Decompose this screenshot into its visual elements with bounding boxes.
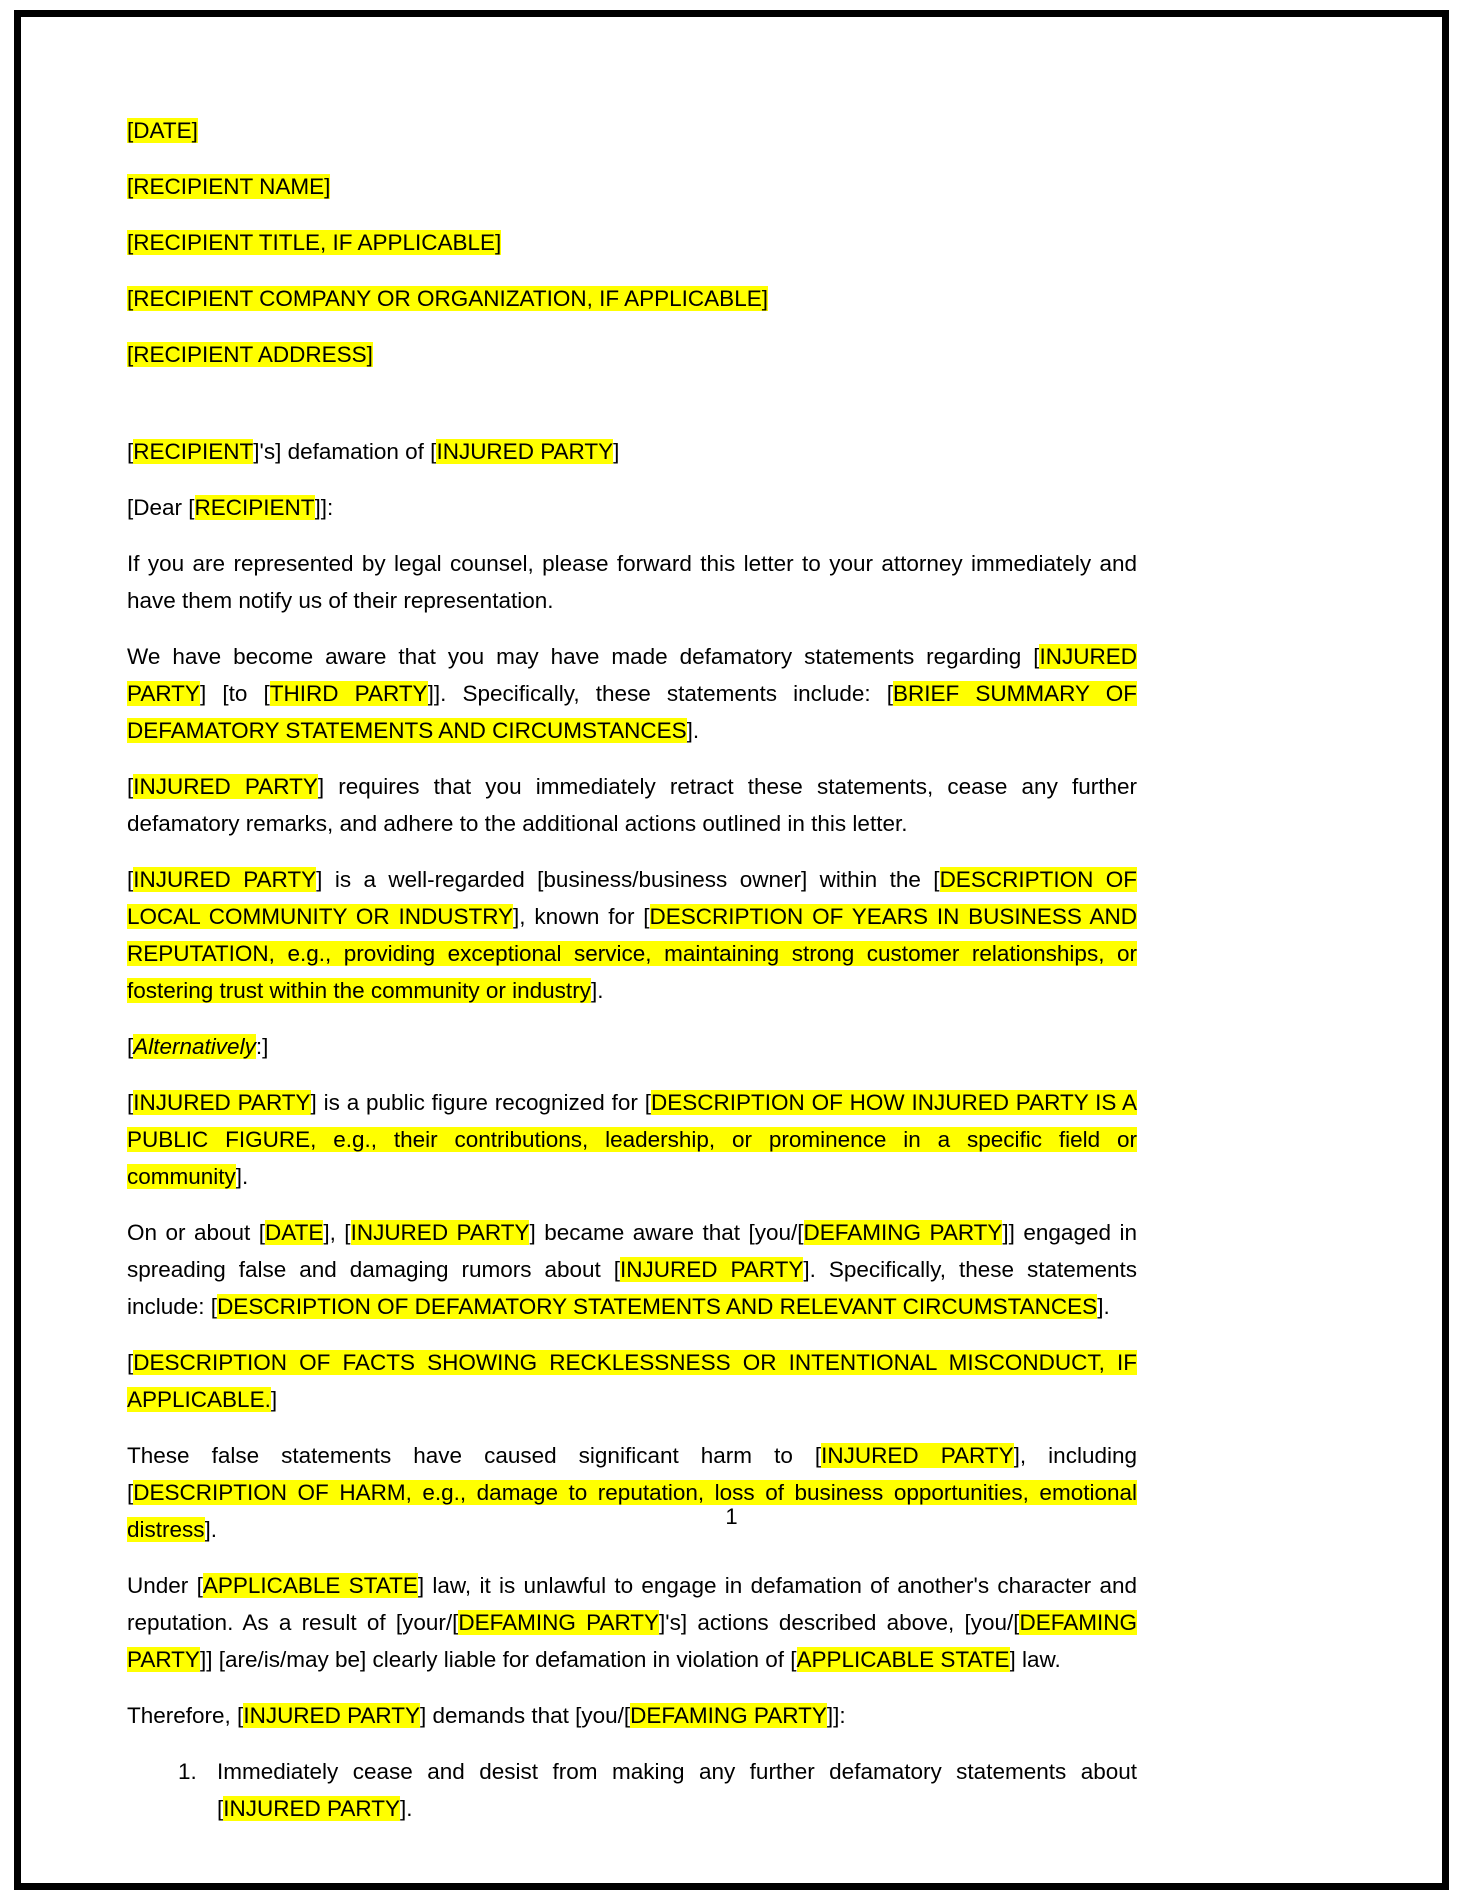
recklessness-description-placeholder: DESCRIPTION OF FACTS SHOWING RECKLESSNESS OR INTENTIONAL MISCONDUCT, IF APPLICABLE.	[127, 1350, 1137, 1412]
demands-list	[127, 1753, 1137, 1827]
harm-text-2: ], including [	[127, 1443, 1138, 1505]
statelaw-defaming-party-2-placeholder: DEFAMING PARTY	[127, 1610, 1137, 1672]
wellregarded-text-1: [	[127, 867, 134, 892]
aware-third-party-placeholder: THIRD PARTY	[269, 681, 428, 706]
therefore-defaming-party-placeholder: DEFAMING PARTY	[630, 1703, 827, 1728]
therefore-text-1: Therefore, [	[127, 1703, 244, 1728]
recipient-company-placeholder: [RECIPIENT COMPANY OR ORGANIZATION, IF APPLICABLE]	[127, 286, 768, 311]
wellregarded-injured-party-placeholder: INJURED PARTY	[133, 867, 317, 892]
demand-1-text-2: ].	[399, 1796, 413, 1821]
paragraph-state-law	[127, 1567, 1137, 1678]
aware-summary-placeholder: BRIEF SUMMARY OF DEFAMATORY STATEMENTS AND CIRCUMSTANCES	[127, 681, 1137, 743]
subject-text-mid: ]'s] defamation of [	[253, 439, 437, 464]
statelaw-text-3: ]'s] actions described above, [you/[	[659, 1610, 1020, 1635]
publicfigure-description-placeholder: DESCRIPTION OF HOW INJURED PARTY IS A PUBLIC FIGURE, e.g., their contributions, leadership, or prominence in a specific field or community	[127, 1090, 1137, 1189]
retract-text-1: [	[127, 774, 134, 799]
statelaw-text-5: ] law.	[1009, 1647, 1061, 1672]
onorabout-date-placeholder: DATE	[264, 1220, 324, 1245]
demand-1-injured-party-placeholder: INJURED PARTY	[223, 1796, 400, 1821]
harm-injured-party-placeholder: INJURED PARTY	[821, 1443, 1014, 1468]
therefore-text-2: ] demands that [you/[	[420, 1703, 631, 1728]
page-number: 1	[725, 1504, 738, 1529]
paragraph-therefore-demands	[127, 1697, 1137, 1734]
paragraph-harm-caused	[127, 1437, 1137, 1548]
therefore-injured-party-placeholder: INJURED PARTY	[243, 1703, 421, 1728]
recipient-title-placeholder: [RECIPIENT TITLE, IF APPLICABLE]	[127, 230, 502, 255]
onorabout-injured-party-placeholder: INJURED PARTY	[350, 1220, 530, 1245]
subject-recipient-placeholder: RECIPIENT	[133, 439, 254, 464]
header-spacer	[127, 392, 1137, 433]
aware-text-4: ].	[686, 718, 700, 743]
salutation-text-pre: [Dear [	[127, 495, 195, 520]
onorabout-text-4: ]] engaged in spreading false and damaging rumors about [	[127, 1220, 1137, 1282]
publicfigure-injured-party-placeholder: INJURED PARTY	[133, 1090, 311, 1115]
wellregarded-text-3: ], known for [	[513, 904, 650, 929]
statelaw-text-4: ]] [are/is/may be] clearly liable for defamation in violation of [	[199, 1647, 797, 1672]
publicfigure-text-1: [	[127, 1090, 134, 1115]
harm-text-3: ].	[204, 1517, 218, 1542]
page-border	[14, 10, 1449, 1890]
aware-text-1: We have become aware that you may have made defamatory statements regarding [	[127, 644, 1040, 669]
therefore-text-3: ]]:	[826, 1703, 846, 1728]
recipient-company-line	[127, 280, 1137, 317]
paragraph-on-or-about	[127, 1214, 1137, 1325]
aware-injured-party-placeholder: INJURED PARTY	[127, 644, 1137, 706]
alternatively-text-pre: [	[127, 1034, 134, 1059]
statelaw-text-2: ] law, it is unlawful to engage in defamation of another's character and reputation. As a result of [your/[	[127, 1573, 1137, 1635]
publicfigure-text-2: ] is a public figure recognized for [	[310, 1090, 651, 1115]
onorabout-injured-party-2-placeholder: INJURED PARTY	[620, 1257, 804, 1282]
recklessness-text-post: ]	[270, 1387, 278, 1412]
recipient-name-placeholder: [RECIPIENT NAME]	[127, 174, 331, 199]
paragraph-public-figure	[127, 1084, 1137, 1195]
page-canvas	[21, 17, 1442, 1883]
recipient-address-placeholder: [RECIPIENT ADDRESS]	[127, 342, 373, 367]
paragraph-legal-counsel: If you are represented by legal counsel, please forward this letter to your attorney immediately and have them notify us of their representation.	[127, 551, 1137, 613]
aware-text-3: ]]. Specifically, these statements include: [	[427, 681, 894, 706]
paragraph-alternatively-marker	[127, 1028, 1137, 1065]
paragraph-recklessness	[127, 1344, 1137, 1418]
date-placeholder: [DATE]	[127, 118, 198, 143]
onorabout-text-6: ].	[1097, 1294, 1110, 1319]
recipient-address-line	[127, 336, 1137, 373]
harm-text-1: These false statements have caused significant harm to [	[127, 1443, 822, 1468]
subject-text-pre: [	[127, 439, 134, 464]
onorabout-defaming-party-placeholder: DEFAMING PARTY	[803, 1220, 1003, 1245]
wellregarded-reputation-placeholder: DESCRIPTION OF YEARS IN BUSINESS AND REPUTATION, e.g., providing exceptional service, maintaining strong customer relationships, or fostering trust within the community or industry	[127, 904, 1137, 1003]
onorabout-statements-placeholder: DESCRIPTION OF DEFAMATORY STATEMENTS AND RELEVANT CIRCUMSTANCES	[217, 1294, 1098, 1319]
statelaw-text-1: Under [	[127, 1573, 203, 1598]
wellregarded-text-4: ].	[590, 978, 604, 1003]
statelaw-defaming-party-placeholder: DEFAMING PARTY	[458, 1610, 660, 1635]
alternatively-emphasis: Alternatively	[133, 1034, 256, 1059]
salutation-recipient-placeholder: RECIPIENT	[194, 495, 315, 520]
date-line	[127, 112, 1137, 149]
document-body	[127, 112, 1137, 1846]
subject-line	[127, 433, 1137, 470]
onorabout-text-1: On or about [	[127, 1220, 265, 1245]
retract-text-2: ] requires that you immediately retract these statements, cease any further defamatory remarks, and adhere to the additional actions outlined in this letter.	[127, 774, 1137, 836]
onorabout-text-5: ]. Specifically, these statements include: [	[127, 1257, 1137, 1319]
salutation-text-post: ]]:	[314, 495, 334, 520]
recipient-title-line	[127, 224, 1137, 261]
onorabout-text-3: ] became aware that [you/[	[529, 1220, 804, 1245]
aware-text-2: ] [to [	[199, 681, 270, 706]
wellregarded-text-2: ] is a well-regarded [business/business owner] within the [	[316, 867, 940, 892]
recipient-name-line	[127, 168, 1137, 205]
onorabout-text-2: ], [	[323, 1220, 351, 1245]
list-item	[203, 1753, 1137, 1827]
retract-injured-party-placeholder: INJURED PARTY	[133, 774, 318, 799]
demand-1-text-1: Immediately cease and desist from making any further defamatory statements about [	[217, 1759, 1137, 1821]
salutation-line	[127, 489, 1137, 526]
statelaw-applicable-state-2-placeholder: APPLICABLE STATE	[796, 1647, 1010, 1672]
subject-injured-party-placeholder: INJURED PARTY	[436, 439, 614, 464]
paragraph-well-regarded	[127, 861, 1137, 1009]
paragraph-retraction-demand	[127, 768, 1137, 842]
statelaw-applicable-state-placeholder: APPLICABLE STATE	[202, 1573, 418, 1598]
subject-text-post: ]	[613, 439, 620, 464]
publicfigure-text-3: ].	[235, 1164, 249, 1189]
paragraph-become-aware	[127, 638, 1137, 749]
recklessness-text-pre: [	[127, 1350, 134, 1375]
wellregarded-community-placeholder: DESCRIPTION OF LOCAL COMMUNITY OR INDUSTRY	[127, 867, 1137, 929]
alternatively-text-post: :]	[255, 1034, 269, 1059]
harm-description-placeholder: DESCRIPTION OF HARM, e.g., damage to reputation, loss of business opportunities, emotional distress	[127, 1480, 1137, 1542]
